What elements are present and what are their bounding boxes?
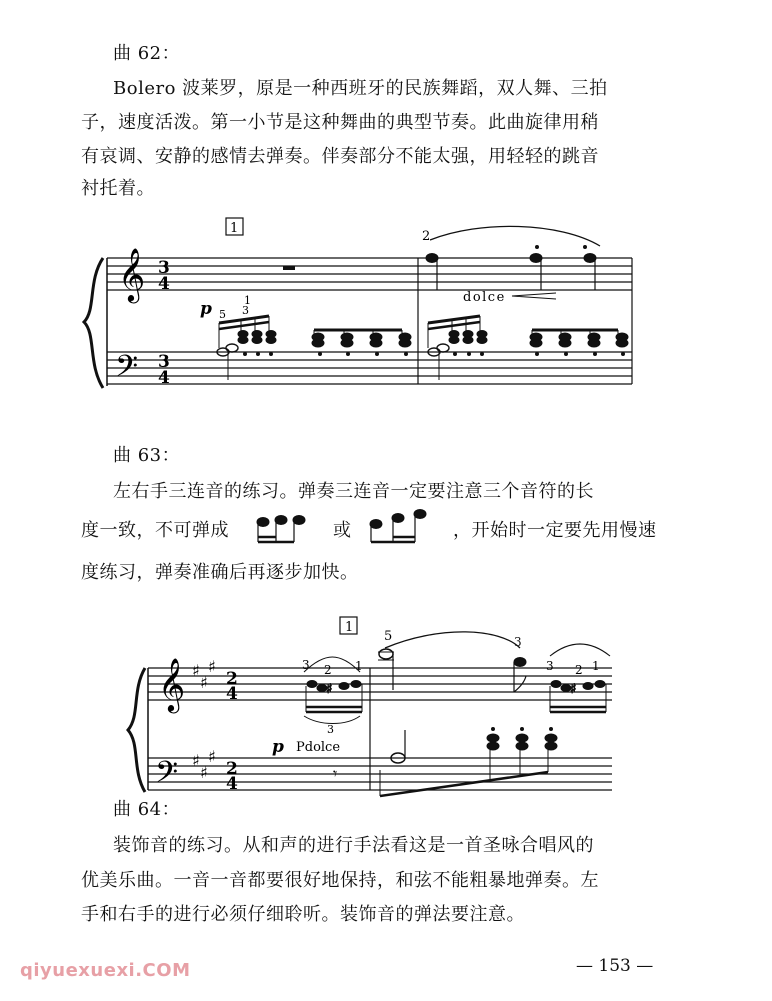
svg-text:4: 4 <box>226 774 238 794</box>
time-sig-bottom-treble: 4 <box>158 274 170 294</box>
section-62-line-1: Bolero 波莱罗，原是一种西班牙的民族舞蹈，双人舞、三拍 <box>113 78 608 99</box>
sharp-icon: ♯ <box>192 661 200 680</box>
svg-text:2: 2 <box>324 663 332 677</box>
svg-text:2: 2 <box>575 663 583 677</box>
section-63-line-2c: ，开始时一定要先用慢速 <box>453 520 657 541</box>
svg-text:3: 3 <box>327 723 334 736</box>
section-63-line-1: 左右手三连音的练习。弹奏三连音一定要注意三个音符的长 <box>113 481 594 502</box>
section-62-line-3: 有哀调、安静的感情去弹奏。伴奏部分不能太强，用轻轻的跳音 <box>81 146 599 167</box>
svg-text:2: 2 <box>226 759 238 779</box>
sharp-icon: ♯ <box>200 763 208 782</box>
measure-number-box-2: 1 <box>345 620 354 635</box>
bass-clef-icon: 𝄢 <box>115 350 139 391</box>
triplet-2 <box>550 681 606 713</box>
svg-text:3: 3 <box>242 304 249 317</box>
svg-text:3: 3 <box>514 635 522 649</box>
sharp-icon: ♯ <box>208 747 216 766</box>
section-63-line-2b: 或 <box>333 520 352 541</box>
svg-text:1: 1 <box>244 294 251 307</box>
treble-clef-icon: 𝄞 <box>118 247 146 301</box>
section-63-line-3: 度练习，弹奏准确后再逐步加快。 <box>81 562 359 583</box>
time-sig-bottom-bass: 4 <box>158 368 170 388</box>
section-62-line-2: 子，速度活泼。第一小节是这种舞曲的典型节奏。此曲旋律用稍 <box>81 112 599 133</box>
section-64-line-2: 优美乐曲。一音一音都要很好地保持，和弦不能粗暴地弹奏。左 <box>81 870 599 891</box>
page-number: — 153 — <box>576 956 654 976</box>
bass-clef-icon-2: 𝄢 <box>155 756 179 797</box>
sharp-icon: ♯ <box>208 657 216 676</box>
svg-text:1: 1 <box>592 659 600 673</box>
sharp-icon: ♯ <box>200 673 208 692</box>
treble-clef-icon-2: 𝄞 <box>158 657 186 711</box>
triplet-pickup <box>306 681 362 713</box>
measure-number-box: 1 <box>230 221 239 236</box>
svg-text:2: 2 <box>422 229 431 244</box>
svg-text:3: 3 <box>546 659 554 673</box>
svg-text:5: 5 <box>384 629 393 644</box>
time-sig-top-treble: 3 <box>158 258 170 278</box>
watermark: qiyuexuexi.COM <box>20 960 191 981</box>
svg-text:1: 1 <box>355 659 363 673</box>
svg-text:4: 4 <box>226 684 238 704</box>
svg-text:3: 3 <box>302 658 310 672</box>
svg-text:2: 2 <box>226 669 238 689</box>
expression-pdolce: Pdolce <box>296 740 341 755</box>
svg-text:♯: ♯ <box>326 682 333 697</box>
section-62-heading: 曲 62： <box>113 43 181 64</box>
treble-staff-2 <box>148 668 612 700</box>
bass-m1-63 <box>380 728 557 797</box>
time-sig-top-bass: 3 <box>158 352 170 372</box>
section-63-line-2a: 度一致，不可弹成 <box>81 520 229 541</box>
expression-dolce: dolce <box>463 290 506 305</box>
grand-staff-brace-2 <box>128 668 145 792</box>
sharp-icon: ♯ <box>192 751 200 770</box>
svg-text:♯: ♯ <box>570 682 577 697</box>
section-64-line-1: 装饰音的练习。从和声的进行手法看这是一首圣咏合唱风的 <box>113 835 594 856</box>
section-63-heading: 曲 63： <box>113 445 181 466</box>
section-62-line-4: 衬托着。 <box>81 178 155 199</box>
dynamic-p: p <box>200 299 212 319</box>
eighth-rest-icon: 𝄾 <box>333 764 338 783</box>
section-64-heading: 曲 64： <box>113 799 181 820</box>
dynamic-p-2: p <box>272 737 284 757</box>
section-64-line-3: 手和右手的进行必须仔细聆听。装饰音的弹法要注意。 <box>81 904 525 925</box>
svg-text:5: 5 <box>219 308 226 321</box>
